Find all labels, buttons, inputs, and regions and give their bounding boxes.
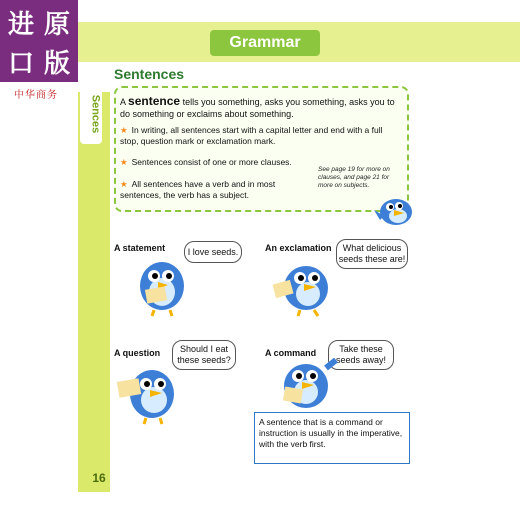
definition-bullet — [120, 125, 400, 147]
side-margin — [78, 92, 110, 492]
speech-bubble-statement: I love seeds. — [184, 241, 242, 263]
intro-keyword: sentence — [128, 94, 181, 108]
bird-icon — [276, 358, 342, 414]
speech-bubble-exclamation: What delicious seeds these are! — [336, 239, 408, 269]
definition-bullet — [120, 179, 300, 201]
page-number: 16 — [88, 468, 110, 488]
imperative-note-box: A sentence that is a command or instruction is usually in the imperative, with the verb first. — [254, 412, 410, 464]
badge-char: 原 — [43, 9, 70, 39]
brand-logo-text: 中华商务 — [14, 90, 58, 101]
badge-char: 进 — [7, 9, 34, 39]
example-label-exclamation: An exclamation — [265, 243, 332, 253]
bullet-text: All sentences have a verb and in most sentences, the verb has a subject. — [120, 179, 276, 200]
section-title: Sentences — [114, 66, 185, 82]
bird-icon — [370, 190, 418, 232]
star-icon: ★ — [120, 125, 128, 135]
bird-icon — [270, 256, 336, 318]
star-icon: ★ — [120, 157, 128, 167]
intro-text: tells you something, asks you something, asks you to do something or exclaims about something. — [120, 97, 395, 119]
badge-char: 版 — [43, 48, 70, 78]
side-tab-label: Sences — [89, 94, 102, 134]
side-tab — [80, 92, 102, 144]
example-label-command: A command — [265, 348, 317, 358]
speech-bubble-question: Should I eat these seeds? — [172, 340, 236, 370]
definition-intro — [120, 95, 405, 120]
example-label-question: A question — [114, 348, 161, 358]
cross-reference-note: See page 19 for more on clauses, and page 21 for more on subjects. — [318, 166, 390, 189]
page-title: Grammar — [210, 30, 320, 56]
star-icon: ★ — [120, 179, 128, 189]
bullet-text: In writing, all sentences start with a capital letter and end with a full stop, question mark or exclamation mark. — [120, 125, 383, 146]
definition-bullet — [120, 157, 320, 168]
bird-icon — [132, 252, 192, 318]
badge-char: 口 — [7, 48, 34, 78]
import-badge — [0, 0, 78, 82]
intro-prefix: A — [120, 97, 126, 107]
bird-icon — [116, 360, 182, 426]
example-label-statement: A statement — [114, 243, 166, 253]
speech-bubble-command: Take these seeds away! — [328, 340, 394, 370]
bullet-text: Sentences consist of one or more clauses. — [131, 157, 292, 167]
